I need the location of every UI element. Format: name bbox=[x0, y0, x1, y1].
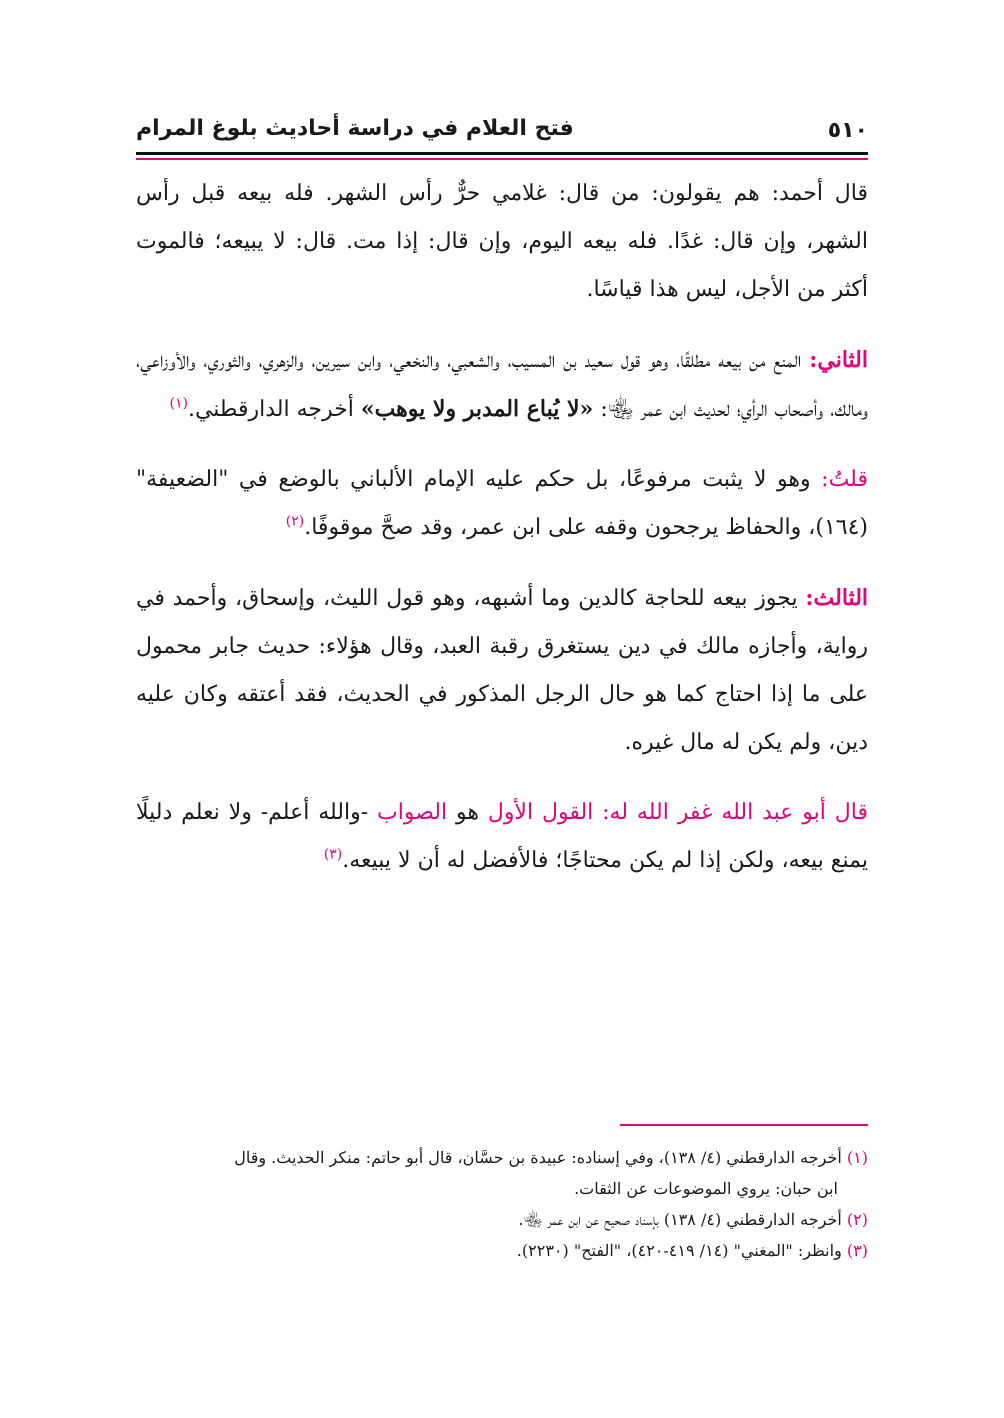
paragraph-2-tail: أخرجه الدارقطني. bbox=[187, 397, 354, 422]
running-header bbox=[136, 112, 868, 152]
footnote-ref-3[interactable]: (٣) bbox=[323, 846, 343, 863]
paragraph-2-text: المنع من بيعه مطلقًا، وهو قول سعيد بن المسيب، والشعبي، والنخعي، وابن سيرين، والزهري، والثوري، والأوزاعي، ومالك، وأصحاب الرأي؛ لحديث ابن عمر ﵄: bbox=[136, 348, 868, 422]
paragraph-2 bbox=[136, 336, 868, 434]
header-rule bbox=[136, 152, 868, 155]
author-note-label: قلتُ: bbox=[821, 467, 868, 492]
footnote-2 bbox=[136, 1204, 868, 1235]
footnote-text: وانظر: "المغني" (١٤/ ٤١٩-٤٢٠)، "الفتح" (٢٢٣٠). bbox=[516, 1241, 842, 1260]
paragraph-3 bbox=[136, 456, 868, 552]
footnote-3 bbox=[136, 1235, 868, 1266]
paragraph-4-text: يجوز بيعه للحاجة كالدين وما أشبهه، وهو قول الليث، وإسحاق، وأحمد في رواية، وأجازه مالك في دين يستغرق رقبة العبد، وقال هؤلاء: حديث جابر محمول على ما إذا احتاج كما هو حال الرجل المذكور في الحديث، فقد أعتقه وكان عليه دين، ولم يكن له مال غيره. bbox=[136, 586, 868, 755]
paragraph-5 bbox=[136, 789, 868, 885]
page-number: ٥١٠ bbox=[827, 118, 868, 143]
paragraph-5-mid: هو bbox=[455, 800, 479, 825]
paragraph-3-text-a: وهو لا يثبت مرفوعًا، بل حكم عليه الإمام الألباني بالوضع في bbox=[238, 467, 811, 492]
header-accent-rule bbox=[136, 158, 868, 160]
author-conclusion-label: قال أبو عبد الله غفر الله له: bbox=[602, 800, 868, 825]
hadith-quote: «لا يُباع المدبر ولا يوهب» bbox=[360, 396, 594, 422]
paragraph-4 bbox=[136, 574, 868, 767]
book-title: فتح العلام في دراسة أحاديث بلوغ المرام bbox=[136, 116, 574, 141]
correct-highlight: الصواب bbox=[377, 800, 448, 825]
footnote-ref-2[interactable]: (٢) bbox=[285, 513, 305, 530]
footnote-separator bbox=[620, 1124, 868, 1126]
footnotes bbox=[136, 1142, 868, 1266]
footnote-1-continuation bbox=[136, 1173, 868, 1204]
paragraph-3-text-b: (١٦٤)، والحفاظ يرجحون وقفه على ابن عمر، وقد صحَّ موقوفًا. bbox=[304, 515, 868, 540]
footnote-number: (١) bbox=[846, 1148, 868, 1167]
footnote-text: أخرجه الدارقطني (٤/ ١٣٨) بإسناد صحيح عن ابن عمر ﵄. bbox=[518, 1210, 842, 1229]
footnote-1 bbox=[136, 1142, 868, 1173]
first-opinion-highlight: القول الأول bbox=[487, 800, 594, 825]
second-opinion-label: الثاني: bbox=[809, 347, 868, 373]
paragraph-1 bbox=[136, 170, 868, 314]
footnote-text-continued: ابن حبان: يروي الموضوعات عن الثقات. bbox=[574, 1179, 838, 1198]
book-reference: "الضعيفة" bbox=[136, 467, 229, 492]
third-opinion-label: الثالث: bbox=[805, 585, 869, 611]
footnote-number: (٣) bbox=[846, 1241, 868, 1260]
footnote-number: (٢) bbox=[846, 1210, 868, 1229]
footnote-text: أخرجه الدارقطني (٤/ ١٣٨)، وفي إسناده: عبيدة بن حسَّان، قال أبو حاتم: منكر الحديث. وقال bbox=[234, 1148, 842, 1167]
main-text bbox=[136, 170, 868, 907]
paragraph-1-text: قال أحمد: هم يقولون: من قال: غلامي حرٌّ رأس الشهر. فله بيعه قبل رأس الشهر، وإن قال: غدًا. فله بيعه اليوم، وإن قال: إذا مت. قال: لا يبيعه؛ فالموت أكثر من الأجل، ليس هذا قياسًا. bbox=[136, 181, 868, 302]
footnote-ref-1[interactable]: (١) bbox=[169, 395, 188, 412]
paragraph-5-text: -والله أعلم- ولا نعلم دليلًا يمنع بيعه، ولكن إذا لم يكن محتاجًا؛ فالأفضل له أن لا يبيعه. bbox=[136, 800, 868, 873]
